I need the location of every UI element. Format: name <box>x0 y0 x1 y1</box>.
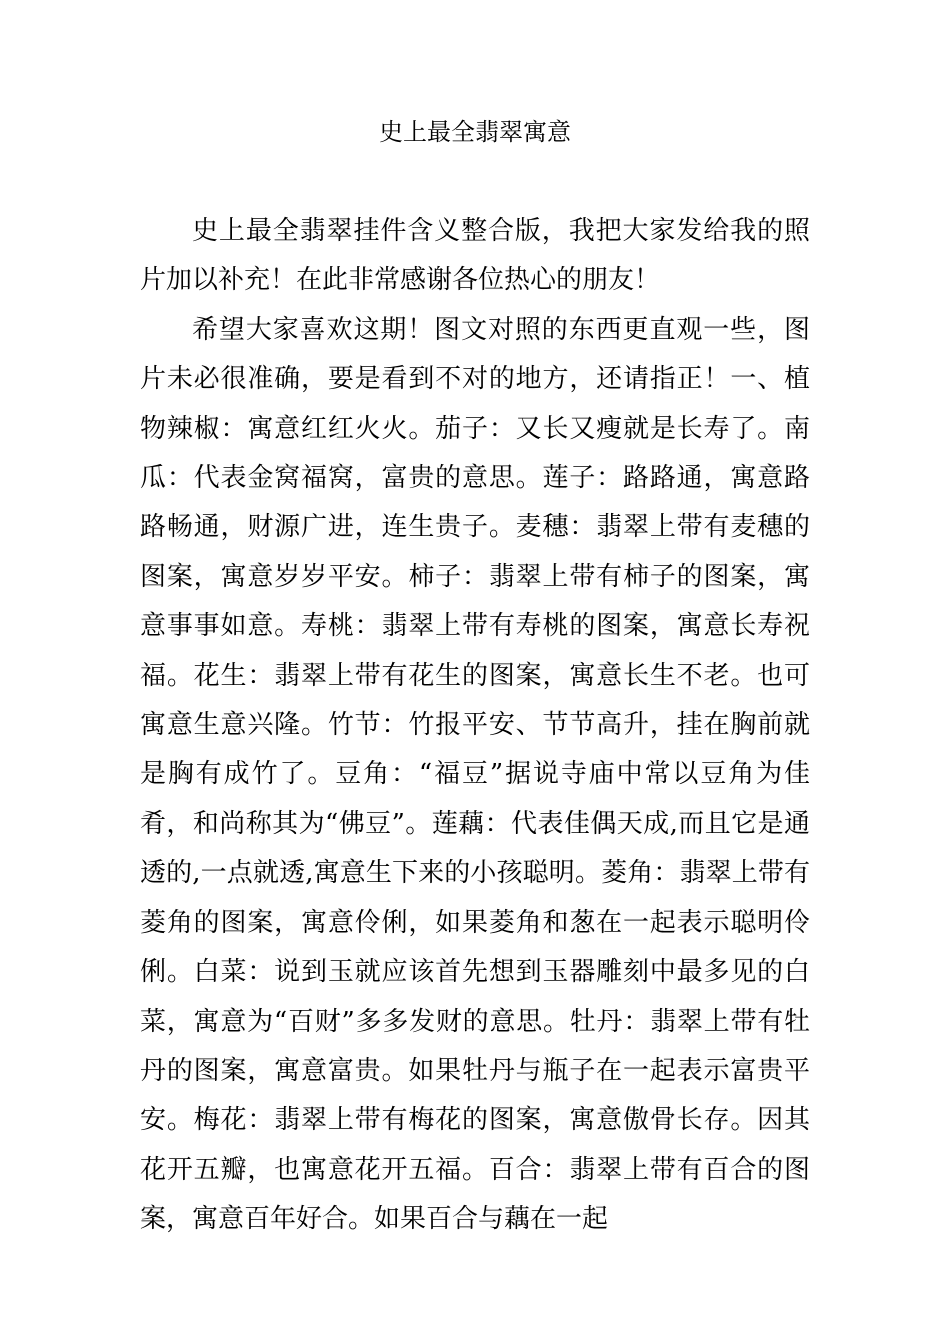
paragraph-intro: 史上最全翡翠挂件含义整合版，我把大家发给我的照片加以补充！在此非常感谢各位热心的朋友！ <box>140 216 810 296</box>
document-body <box>140 207 810 1245</box>
document-title: 史上最全翡翠寓意 <box>379 118 571 146</box>
document-page <box>140 0 810 1344</box>
paragraph-main: 希望大家喜欢这期！图文对照的东西更直观一些，图片未必很准确，要是看到不对的地方，还请指正！一、植物辣椒：寓意红红火火。茄子：又长又瘦就是长寿了。南瓜：代表金窝福窝，富贵的意思。莲子：路路通，寓意路路畅通，财源广进，连生贵子。麦穗：翡翠上带有麦穗的图案，寓意岁岁平安。柿子：翡翠上带有柿子的图案，寓意事事如意。寿桃：翡翠上带有寿桃的图案，寓意长寿祝福。花生：翡翠上带有花生的图案，寓意长生不老。也可寓意生意兴隆。竹节：竹报平安、节节高升，挂在胸前就是胸有成竹了。豆角：“福豆”据说寺庙中常以豆角为佳肴，和尚称其为“佛豆”。莲藕：代表佳偶天成,而且它是通透的,一点就透,寓意生下来的小孩聪明。菱角：翡翠上带有菱角的图案，寓意伶俐，如果菱角和葱在一起表示聪明伶俐。白菜：说到玉就应该首先想到玉器雕刻中最多见的白菜，寓意为“百财”多多发财的意思。牡丹：翡翠上带有牡丹的图案，寓意富贵。如果牡丹与瓶子在一起表示富贵平安。梅花：翡翠上带有梅花的图案，寓意傲骨长存。因其花开五瓣，也寓意花开五福。百合：翡翠上带有百合的图案，寓意百年好合。如果百合与藕在一起 <box>140 314 810 1235</box>
